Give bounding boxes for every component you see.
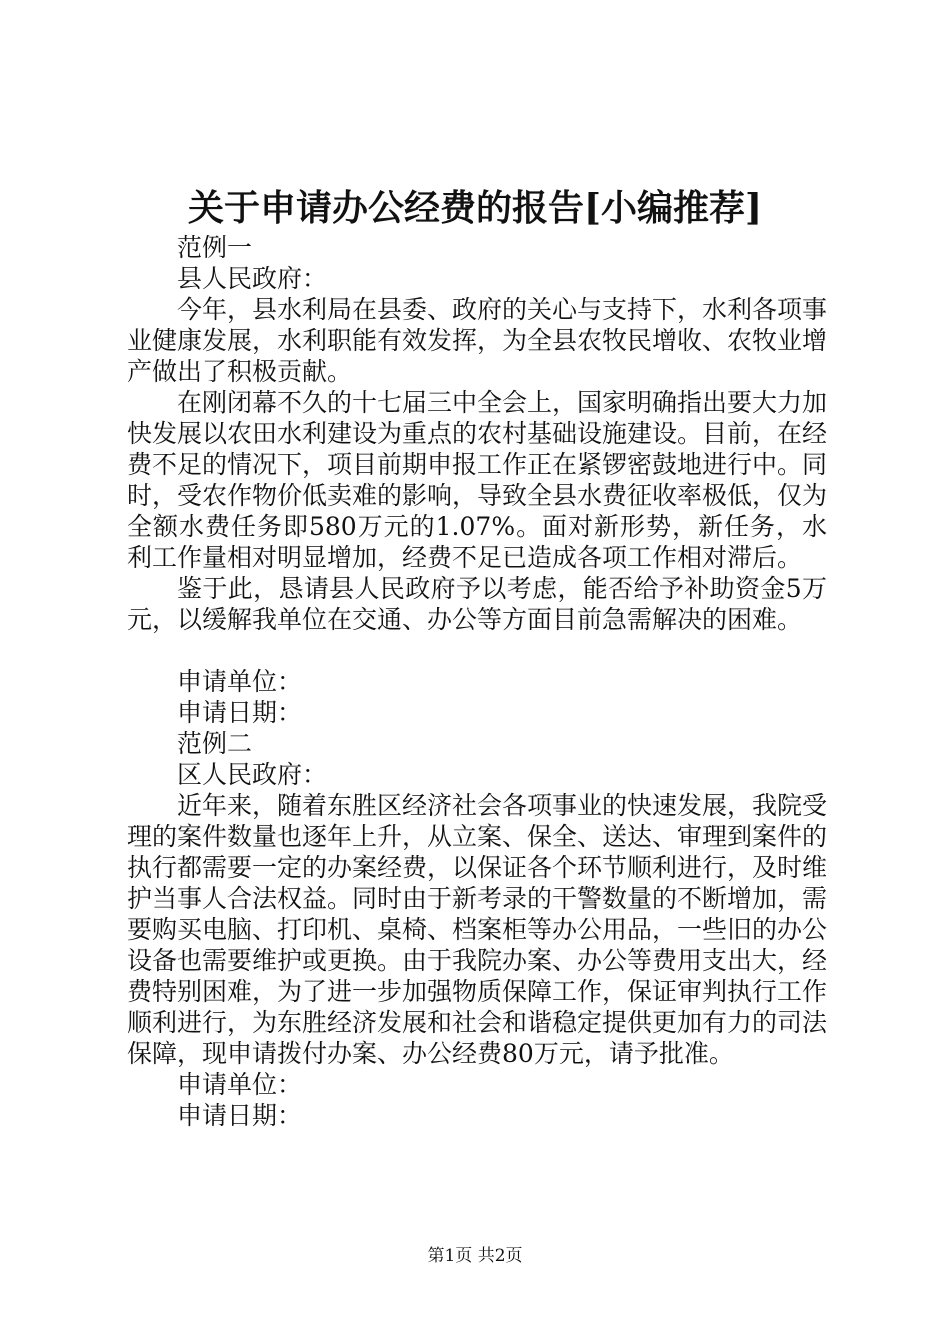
paragraph: 申请单位： [177,667,303,696]
document-title: 关于申请办公经费的报告[小编推荐] [187,187,763,229]
document-body [127,232,827,1131]
paragraph: 范例二 [177,729,253,758]
page-footer: 第1页 共2页 [427,1246,523,1266]
paragraph: 申请日期： [177,1101,303,1130]
paragraph: 申请日期： [177,698,303,727]
paragraph: 在刚闭幕不久的十七届三中全会上，国家明确指出要大力加快发展以农田水利建设为重点的农村基础设施建设。目前，在经费不足的情况下，项目前期申报工作正在紧锣密鼓地进行中。同时，受农作物价低卖难的影响，导致全县水费征收率极低，仅为全额水费任务即580万元的1.07%。面对新形势，新任务，水利工作量相对明显增加，经费不足已造成各项工作相对滞后。 [127,388,828,572]
paragraph: 近年来，随着东胜区经济社会各项事业的快速发展，我院受理的案件数量也逐年上升，从立案、保全、送达、审理到案件的执行都需要一定的办案经费，以保证各个环节顺利进行，及时维护当事人合法权益。同时由于新考录的干警数量的不断增加，需要购买电脑、打印机、桌椅、档案柜等办公用品，一些旧的办公设备也需要维护或更换。由于我院办案、办公等费用支出大，经费特别困难，为了进一步加强物质保障工作，保证审判执行工作顺利进行，为东胜经济发展和社会和谐稳定提供更加有力的司法保障，现申请拨付办案、办公经费80万元，请予批准。 [127,791,828,1068]
paragraph: 县人民政府： [177,264,328,293]
paragraph: 范例一 [177,233,253,262]
blank-line [127,635,827,666]
paragraph: 鉴于此，恳请县人民政府予以考虑，能否给予补助资金5万元，以缓解我单位在交通、办公等方面目前急需解决的困难。 [127,574,827,634]
paragraph: 申请单位： [177,1070,303,1099]
paragraph: 今年，县水利局在县委、政府的关心与支持下，水利各项事业健康发展，水利职能有效发挥，为全县农牧民增收、农牧业增产做出了积极贡献。 [127,295,828,386]
paragraph: 区人民政府： [177,760,328,789]
